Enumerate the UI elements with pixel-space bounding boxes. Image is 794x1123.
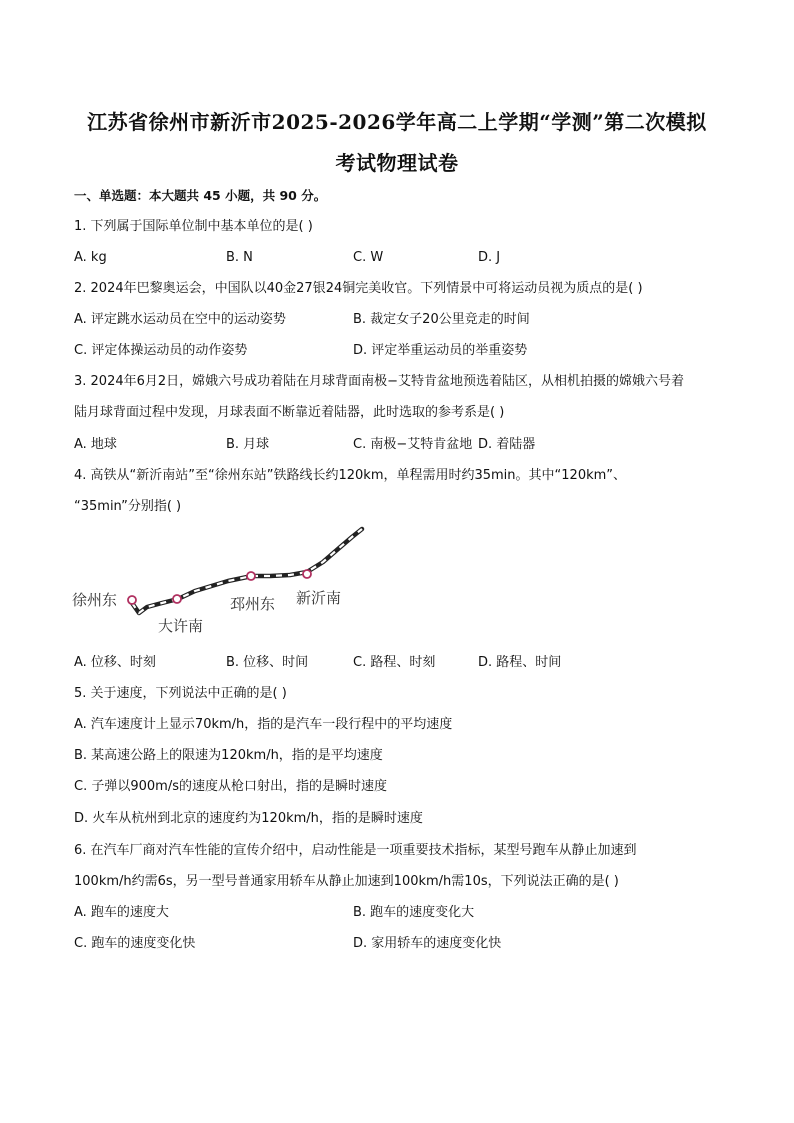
q6-option-b: B. 跑车的速度变化大: [353, 905, 475, 920]
q3-option-d: D. 着陆器: [478, 437, 536, 452]
station-label-xuzhoudong: 徐州东: [72, 591, 118, 609]
q2-option-d: D. 评定举重运动员的举重姿势: [353, 343, 528, 358]
q1-option-c: C. W: [353, 250, 384, 265]
station-marker-xuzhoudong: [128, 596, 136, 604]
q3-option-c: C. 南极−艾特肯盆地: [353, 437, 473, 452]
station-label-daxunan: 大许南: [158, 617, 204, 635]
station-label-xinyinan: 新沂南: [296, 589, 342, 607]
question-5-stem: 5. 关于速度，下列说法中正确的是( ): [74, 686, 287, 701]
q4-option-b: B. 位移、时间: [226, 655, 309, 670]
q4-option-a: A. 位移、时刻: [74, 655, 156, 670]
q1-option-b: B. N: [226, 250, 253, 265]
q5-option-d: D. 火车从杭州到北京的速度约为120km/h，指的是瞬时速度: [74, 811, 423, 826]
q2-option-a: A. 评定跳水运动员在空中的运动姿势: [74, 312, 286, 327]
question-6-stem-line2: 100km/h约需6s，另一型号普通家用轿车从静止加速到100km/h需10s，下列说法正确的是( ): [74, 874, 619, 889]
q5-option-c: C. 子弹以900m/s的速度从枪口射出，指的是瞬时速度: [74, 779, 387, 794]
q3-option-a: A. 地球: [74, 437, 117, 452]
q6-option-d: D. 家用轿车的速度变化快: [353, 936, 502, 951]
q3-option-b: B. 月球: [226, 437, 270, 452]
question-1-stem: 1. 下列属于国际单位制中基本单位的是( ): [74, 219, 313, 234]
station-marker-xinyinan: [303, 570, 311, 578]
q1-option-d: D. J: [478, 250, 501, 265]
q1-option-a: A. kg: [74, 250, 107, 265]
q6-option-a: A. 跑车的速度大: [74, 905, 169, 920]
station-marker-daxunan: [173, 595, 181, 603]
q5-option-a: A. 汽车速度计上显示70km/h，指的是汽车一段行程中的平均速度: [74, 717, 453, 732]
question-3-stem-line2: 陆月球背面过程中发现，月球表面不断靠近着陆器，此时选取的参考系是( ): [74, 405, 505, 420]
q4-option-d: D. 路程、时间: [478, 655, 562, 670]
question-4-stem-line1: 4. 高铁从“新沂南站”至“徐州东站”铁路线长约120km，单程需用时约35min。其中“120km”、: [74, 468, 627, 483]
station-label-pizhoudong: 邳州东: [230, 595, 276, 613]
exam-title-line1: 江苏省徐州市新沂市2025-2026学年高二上学期“学测”第二次模拟: [87, 110, 707, 134]
station-marker-pizhoudong: [247, 572, 255, 580]
q6-option-c: C. 跑车的速度变化快: [74, 936, 196, 951]
q2-option-b: B. 裁定女子20公里竞走的时间: [353, 312, 530, 327]
section-heading: 一、单选题：本大题共 45 小题，共 90 分。: [74, 188, 327, 203]
question-6-stem-line1: 6. 在汽车厂商对汽车性能的宣传介绍中，启动性能是一项重要技术指标，某型号跑车从静止加速到: [74, 843, 637, 858]
exam-title-line2: 考试物理试卷: [335, 151, 459, 175]
q4-option-c: C. 路程、时刻: [353, 655, 436, 670]
question-4-stem-line2: “35min”分别指( ): [74, 499, 182, 514]
question-3-stem-line1: 3. 2024年6月2日，嫦娥六号成功着陆在月球背面南极−艾特肯盆地预选着陆区，从相机拍摄的嫦娥六号着: [74, 374, 685, 389]
q2-option-c: C. 评定体操运动员的动作姿势: [74, 343, 248, 358]
question-2-stem: 2. 2024年巴黎奥运会，中国队以40金27银24铜完美收官。下列情景中可将运动员视为质点的是( ): [74, 281, 643, 296]
railway-route-map: [70, 525, 370, 640]
q5-option-b: B. 某高速公路上的限速为120km/h，指的是平均速度: [74, 748, 383, 763]
